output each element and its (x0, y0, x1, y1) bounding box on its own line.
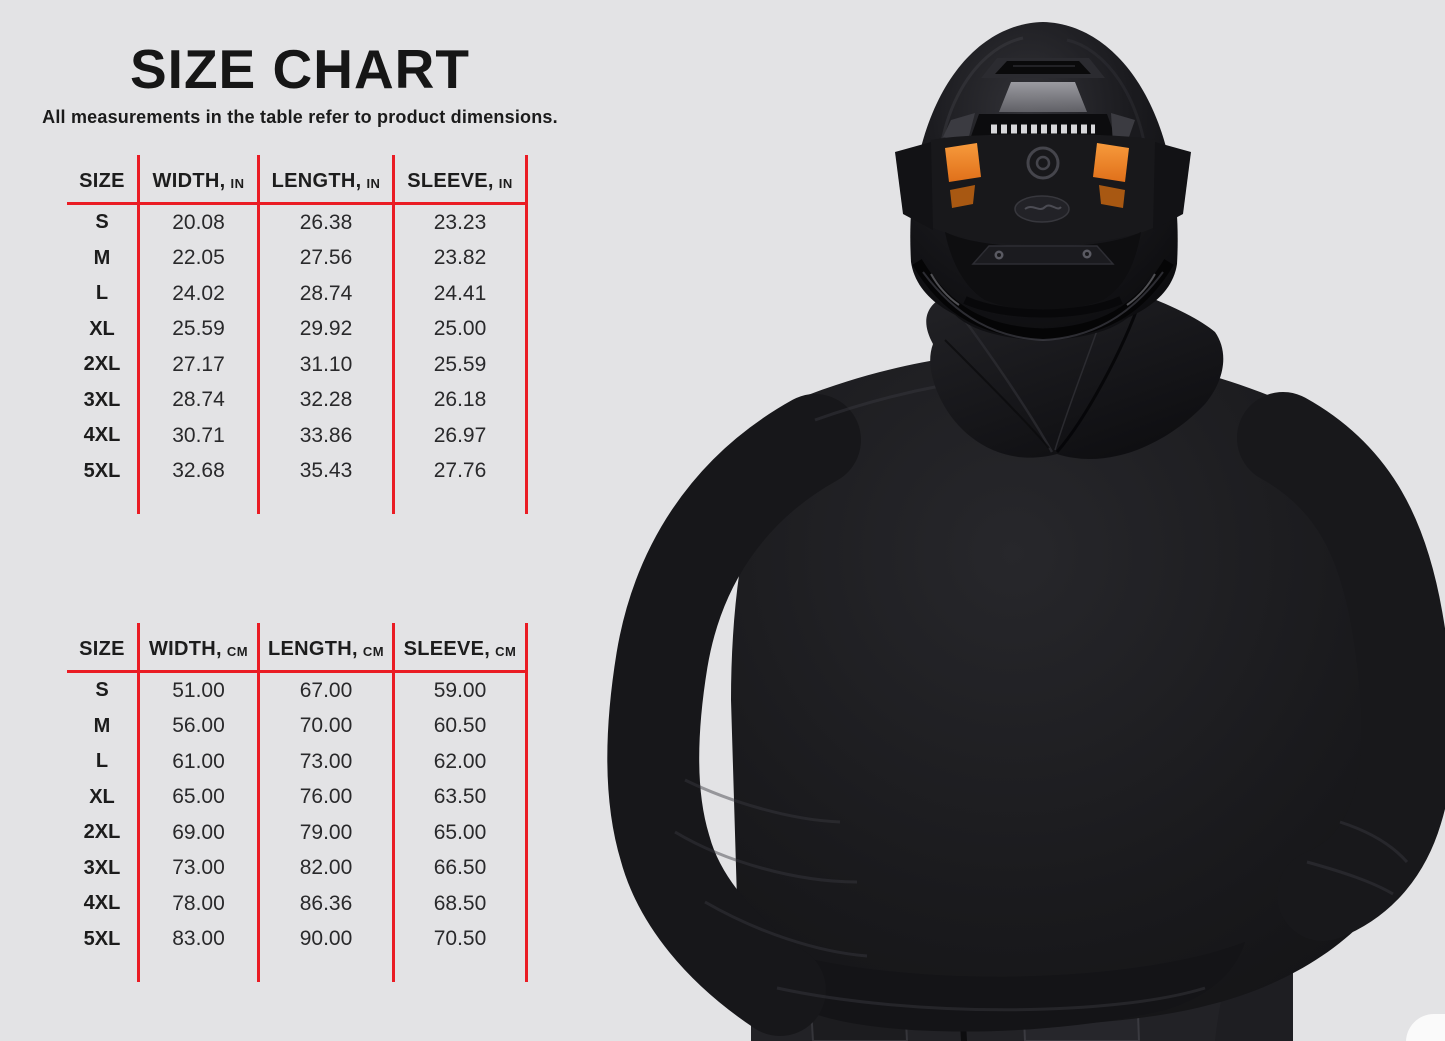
cell-width: 51.00 (140, 673, 260, 709)
header-cell-size: SIZE (67, 623, 140, 670)
table-footer-spacer (67, 489, 528, 514)
cell-length: 29.92 (260, 312, 395, 348)
helmet-silver-patch (999, 82, 1087, 112)
cell-sleeve: 25.59 (395, 347, 528, 383)
helmet-top-vent (981, 58, 1105, 78)
cell-size: L (67, 276, 140, 312)
cell-sleeve: 25.00 (395, 312, 528, 348)
cell-size: M (67, 241, 140, 277)
size-table-centimeters (67, 623, 528, 982)
table-row (67, 205, 528, 241)
cell-size: S (67, 673, 140, 709)
cell-length: 28.74 (260, 276, 395, 312)
cell-width: 25.59 (140, 312, 260, 348)
cell-width: 20.08 (140, 205, 260, 241)
cell-width: 24.02 (140, 276, 260, 312)
cell-width: 28.74 (140, 383, 260, 419)
cell-sleeve: 59.00 (395, 673, 528, 709)
cell-size: 5XL (67, 454, 140, 490)
cell-size: XL (67, 780, 140, 816)
table-row (67, 744, 528, 780)
size-table-inches (67, 155, 528, 514)
cell-length: 86.36 (260, 886, 395, 922)
cell-width: 27.17 (140, 347, 260, 383)
cell-size: XL (67, 312, 140, 348)
table-row (67, 673, 528, 709)
cell-length: 90.00 (260, 922, 395, 958)
table-header-row (67, 623, 528, 673)
cell-sleeve: 66.50 (395, 851, 528, 887)
cell-length: 73.00 (260, 744, 395, 780)
cell-width: 61.00 (140, 744, 260, 780)
cell-length: 33.86 (260, 418, 395, 454)
cell-size: 3XL (67, 383, 140, 419)
header-cell-sleeve: SLEEVE, CM (395, 623, 528, 670)
cell-width: 73.00 (140, 851, 260, 887)
table-row (67, 454, 528, 490)
table-row (67, 886, 528, 922)
cell-sleeve: 23.82 (395, 241, 528, 277)
cell-width: 56.00 (140, 709, 260, 745)
page-title: SIZE CHART (130, 38, 470, 100)
cell-length: 67.00 (260, 673, 395, 709)
table-row (67, 276, 528, 312)
cell-size: 5XL (67, 922, 140, 958)
cell-length: 79.00 (260, 815, 395, 851)
cell-length: 82.00 (260, 851, 395, 887)
header-cell-sleeve: SLEEVE, IN (395, 155, 528, 202)
cell-size: 2XL (67, 347, 140, 383)
table-row (67, 241, 528, 277)
cell-sleeve: 62.00 (395, 744, 528, 780)
table-row (67, 383, 528, 419)
cell-length: 35.43 (260, 454, 395, 490)
cell-size: M (67, 709, 140, 745)
header-cell-length: LENGTH, IN (260, 155, 395, 202)
table-row (67, 312, 528, 348)
cell-width: 65.00 (140, 780, 260, 816)
cell-width: 83.00 (140, 922, 260, 958)
cell-sleeve: 27.76 (395, 454, 528, 490)
table-row (67, 815, 528, 851)
header-cell-length: LENGTH, CM (260, 623, 395, 670)
cell-width: 78.00 (140, 886, 260, 922)
cell-length: 27.56 (260, 241, 395, 277)
table-footer-spacer (67, 957, 528, 982)
helmet-badge (1015, 196, 1069, 222)
cell-length: 76.00 (260, 780, 395, 816)
cell-sleeve: 63.50 (395, 780, 528, 816)
cell-sleeve: 68.50 (395, 886, 528, 922)
table-row (67, 709, 528, 745)
header-cell-width: WIDTH, IN (140, 155, 260, 202)
cell-size: S (67, 205, 140, 241)
table-row (67, 780, 528, 816)
cell-sleeve: 24.41 (395, 276, 528, 312)
cell-sleeve: 60.50 (395, 709, 528, 745)
helmet (895, 22, 1191, 340)
table-row (67, 347, 528, 383)
table-row (67, 851, 528, 887)
header-cell-width: WIDTH, CM (140, 623, 260, 670)
table-header-row (67, 155, 528, 205)
table-row (67, 922, 528, 958)
cell-sleeve: 65.00 (395, 815, 528, 851)
cell-sleeve: 70.50 (395, 922, 528, 958)
cell-width: 32.68 (140, 454, 260, 490)
cell-size: 3XL (67, 851, 140, 887)
cell-sleeve: 26.18 (395, 383, 528, 419)
cell-width: 30.71 (140, 418, 260, 454)
cell-length: 26.38 (260, 205, 395, 241)
cell-size: L (67, 744, 140, 780)
cell-length: 32.28 (260, 383, 395, 419)
cell-size: 2XL (67, 815, 140, 851)
cell-size: 4XL (67, 886, 140, 922)
cell-width: 69.00 (140, 815, 260, 851)
cell-length: 70.00 (260, 709, 395, 745)
header-cell-size: SIZE (67, 155, 140, 202)
size-chart-content (40, 0, 560, 128)
cell-length: 31.10 (260, 347, 395, 383)
cell-width: 22.05 (140, 241, 260, 277)
cell-sleeve: 23.23 (395, 205, 528, 241)
cell-sleeve: 26.97 (395, 418, 528, 454)
page-subtitle: All measurements in the table refer to product dimensions. (42, 107, 558, 127)
table-row (67, 418, 528, 454)
model-photo (565, 0, 1445, 1041)
cell-size: 4XL (67, 418, 140, 454)
